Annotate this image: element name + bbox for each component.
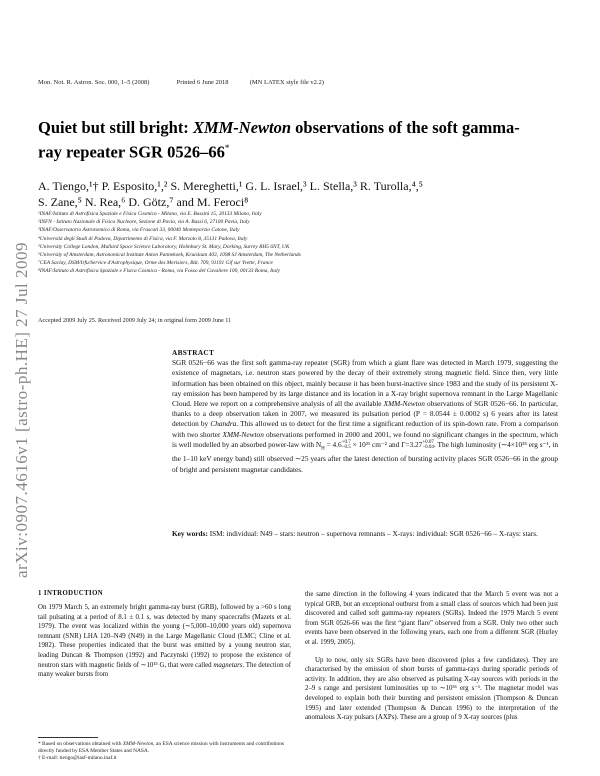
footnote-observations: * Based on observations obtained with XMM-Newton, an ESA science mission with instruments and contributions directly funded by ESA Member States and NASA. <box>38 741 285 755</box>
keywords-label: Key words: <box>172 529 208 538</box>
affiliation-list <box>38 210 558 276</box>
keywords <box>172 529 558 539</box>
title-mission: XMM-Newton <box>192 118 292 137</box>
printed-date: Printed 6 June 2018 <box>176 79 229 86</box>
footnote-email: † E-mail: tiengo@iasf-milano.inaf.it <box>38 755 117 762</box>
arxiv-stamp <box>4 200 40 620</box>
body-column-right <box>305 590 558 723</box>
title-part-3: observations of the soft gamma-ray repeater SGR 0526–66 <box>38 118 520 162</box>
affiliation: ⁷CEA Saclay, DSM/Irfu/Service d'Astrophysique, Orme des Merisiers, Bât. 709, 91191 Gif sur Yvette, France <box>38 260 273 267</box>
abstract <box>172 348 558 475</box>
abstract-heading: ABSTRACT <box>172 348 215 357</box>
affiliation: ⁴Università degli Studi di Padova, Dipartimento di Fisica, via F. Marzolo 8, 35131 Padova, Italy <box>38 235 248 242</box>
title-footnote-mark: * <box>224 143 230 153</box>
authors-line-1: A. Tiengo,¹† P. Esposito,¹,² S. Mereghetti,¹ G. L. Israel,³ L. Stella,³ R. Turolla,⁴,⁵ <box>38 179 423 193</box>
footnotes <box>38 741 291 763</box>
journal-citation: Mon. Not. R. Astron. Soc. 000, 1–5 (2008) <box>38 79 150 86</box>
body-column-left <box>38 603 291 680</box>
arxiv-id: arXiv:0907.4616v1 [astro-ph.HE] 27 Jul 2009 <box>12 242 31 578</box>
keywords-text: ISM: individual: N49 – stars: neutron – supernova remnants – X-rays: individual: SGR 0526−66 – X-rays: stars. <box>207 529 538 538</box>
affiliation: ⁸INAF/Istituto di Astrofisica Spaziale e Fisica Cosmica - Roma, via Fosso del Cavaliere 100, 00133 Roma, Italy <box>38 268 280 275</box>
footnote-rule <box>38 737 98 738</box>
title-part-1: Quiet but still bright: <box>38 118 193 137</box>
paragraph: Up to now, only six SGRs have been discovered (plus a few candidates). They are characterised by the emission of short bursts of gamma-rays during sporadic periods of activity. In addition, they are also observed as pulsating X-ray sources with periods in the 2–9 s range and persistent luminosities up to ∼10³⁶ erg s⁻¹. The magnetar model was developed to explain both their bursting and persistent emission (Thompson & Duncan 1995) and later extended (Thompson & Duncan 1996) to the interpretation of the anomalous X-ray pulsars (AXPs). These are a group of 9 X-ray sources (plus <box>305 656 558 722</box>
abstract-body: SGR 0526−66 was the first soft gamma-ray repeater (SGR) from which a giant flare was detected in March 1979, suggesting the existence of magnetars, i.e. neutron stars powered by the decay of their extremely strong magnetic field. Since then, very little information has been obtained on this object, mainly because it has been burst-inactive since 1983 and the study of its persistent X-ray emission has been hampered by its large distance and its location in a X-ray bright supernova remnant in the Large Magellanic Cloud. Here we report on a comprehensive analysis of all the available XMM-Newton observations of SGR 0526−66. In particular, thanks to a deep observation taken in 2007, we measured its pulsation period (P = 8.0544 ± 0.0002 s) 6 years after its latest detection by Chandra. This allowed us to detect for the first time a significant reduction of its spin-down rate. From a comparison with two shorter XMM-Newton observations performed in 2000 and 2001, we found no significant changes in the spectrum, which is well modelled by an absorbed power-law with $N_H = 4.6$ +0.7 −0.5 × 10²¹ cm⁻² and Γ=3.27 +0.07 −0.04 . The high luminosity (∼4×10³⁵ erg s⁻¹, in the 1–10 keV energy band) still observed ∼25 years after the latest detection of bursting activity places SGR 0526−66 in the group of bright and persistent magnetar candidates. <box>172 358 559 474</box>
paragraph: On 1979 March 5, an extremely bright gamma-ray burst (GRB), followed by a >60 s long tail pulsating at a period of 8.1 ± 0.1 s, was detected by many spacecrafts (Mazets et al. 1979). The event was localized within the young (∼5,000–10,000 years old) supernova remnant (SNR) LHA 120–N49 (N49) in the Large Magellanic Cloud (LMC; Cline et al. 1982). These properties indicated that the burst was emitted by a young neutron star, leading Duncan & Thompson (1992) and Paczynski (1992) to propose the existence of neutron stars with magnetic fields of ∼10¹⁵ G, that were called magnetars. The detection of many weaker bursts from <box>38 604 291 679</box>
affiliation: ¹INAF/Istituto di Astrofisica Spaziale e Fisica Cosmica - Milano, via E. Bassini 15, 20133 Milano, Italy <box>38 211 262 217</box>
section-heading: 1 INTRODUCTION <box>38 590 104 597</box>
style-file: (MN LATEX style file v2.2) <box>249 79 324 86</box>
paper-title <box>38 118 538 163</box>
accepted-dates: Accepted 2009 July 25. Received 2009 July 24; in original form 2009 June 11 <box>38 317 232 324</box>
affiliation: ²INFN - Istituto Nazionale di Fisica Nucleare, Sezione di Pavia, via A. Bassi 6, 27100 Pavia, Italy <box>38 219 250 226</box>
affiliation: ⁶University of Amsterdam, Astronomical Institute Anton Pannekoek, Kruislaan 403, 1098 SJ Amsterdam, The Netherlands <box>38 252 301 259</box>
authors-line-2: S. Zane,⁵ N. Rea,⁶ D. Götz,⁷ and M. Feroci⁸ <box>38 195 249 209</box>
author-list <box>38 178 558 210</box>
paragraph: the same direction in the following 4 years indicated that the March 5 event was not a typical GRB, but an exceptional outburst from a small class of sources which had been just discovered and called soft gamma-ray repeaters (SGRs). Indeed the 1979 March 5 event from SGR 0526-66 was the first “giant flare” observed from a SGR. Only two other such events have been observed in the following years, each one from a different SGR (Hurley et al. 1999, 2005). <box>305 591 558 646</box>
journal-header <box>38 79 558 86</box>
affiliation: ³INAF/Osservatorio Astronomico di Roma, via Frascati 33, 00040 Monteporzio Catone, Italy <box>38 227 240 234</box>
affiliation: ⁵University College London, Mullard Space Science Laboratory, Holmbury St. Mary, Dorking, Surrey RH5 6NT, UK <box>38 243 290 250</box>
